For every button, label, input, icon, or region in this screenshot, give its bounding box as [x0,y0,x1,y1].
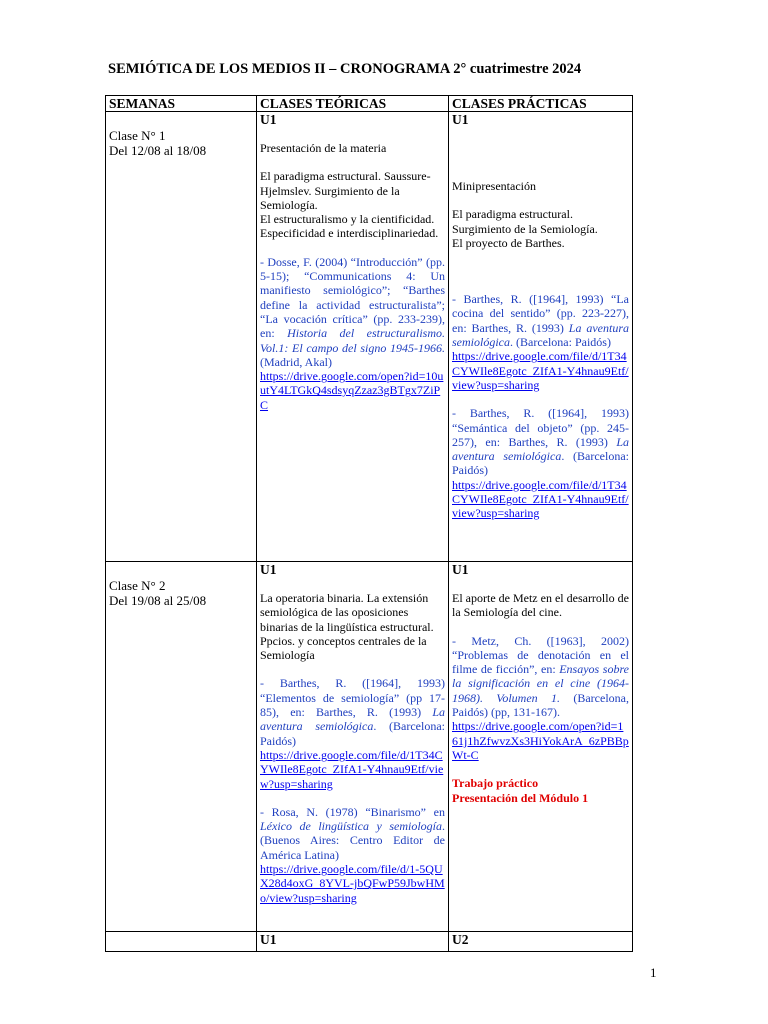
theory-topic: La operatoria binaria. La extensión semiológica de las oposiciones binarias de la lingüística estructural. Ppcios. y conceptos centrales de la Semiología [260,591,434,663]
reference: - Barthes, R. ([1964], 1993) “La cocina del sentido” (pp. 223-227), en: Barthes, R. (1993) La aventura semiológica. (Barcelona: Paidós) [452,292,629,350]
practice-topic: Minipresentación [452,179,536,193]
reference-link[interactable]: https://drive.google.com/open?id=161j1hZfwvzXs3HiYokArA_6zPBBpWt-C [452,719,629,762]
page-number: 1 [650,965,657,980]
class-number: Clase N° 1 [109,128,166,143]
class-number: Clase N° 2 [109,578,166,593]
reference-link[interactable]: https://drive.google.com/file/d/1T34CYWIle8Egotc_ZIfA1-Y4hnau9Etf/view?usp=sharing [452,349,629,392]
week-cell [106,932,257,952]
practice-topic: El paradigma estructural. Surgimiento de la Semiología. [452,207,598,236]
unit-label: U1 [452,562,469,577]
practice-topic: El aporte de Metz en el desarrollo de la Semiología del cine. [452,591,629,620]
class-dates: Del 12/08 al 18/08 [109,143,207,158]
reference: - Dosse, F. (2004) “Introducción” (pp. 5-15); “Communications 4: Un manifiesto semiológico”; “Barthes define la actividad estructuralista”; “La vocación crítica” (pp. 233-239), en: Historia del estructuralismo. Vol.1: El campo del signo 1945-1966. (Madrid, Akal) [260,254,445,369]
unit-label: U2 [452,932,469,947]
practice-cell [449,562,633,932]
unit-label: U1 [260,932,277,947]
reference: - Barthes, R. ([1964], 1993) “Semántica del objeto” (pp. 245-257), en: Barthes, R. (1993) La aventura semiológica. (Barcelona: Paidós) [452,406,629,478]
week-cell [106,562,257,932]
theory-cell [257,112,449,562]
practical-work-label: Trabajo práctico [452,776,539,791]
header-practicas: CLASES PRÁCTICAS [449,96,633,112]
table-header-row [106,96,633,112]
practice-topic: El proyecto de Barthes. [452,235,565,250]
document-title: SEMIÓTICA DE LOS MEDIOS II – CRONOGRAMA 2° cuatrimestre 2024 [108,61,582,77]
theory-topic: El paradigma estructural. Saussure-Hjelmslev. Surgimiento de la Semiología. [260,169,431,212]
practice-cell [449,112,633,562]
theory-cell [257,932,449,952]
practice-cell [449,932,633,952]
table-row [106,932,633,952]
module-presentation-label: Presentación del Módulo 1 [452,790,589,805]
unit-label: U1 [260,112,277,127]
reference-link[interactable]: https://drive.google.com/open?id=10uutY4LTGkQ4sdsyqZzaz3gBTgx7ZiPC [260,369,444,412]
reference: - Metz, Ch. ([1963], 2002) “Problemas de denotación en el filme de ficción”, en: Ensayos sobre la significación en el cine (1964-1968). Volumen 1. (Barcelona, Paidós) (pp, 131-167). [452,633,630,720]
header-semanas: SEMANAS [106,96,257,112]
header-teoricas: CLASES TEÓRICAS [257,96,449,112]
unit-label: U1 [452,112,469,127]
class-dates: Del 19/08 al 25/08 [109,593,207,608]
reference-link[interactable]: https://drive.google.com/file/d/1T34CYWIle8Egotc_ZIfA1-Y4hnau9Etf/view?usp=sharing [260,747,444,791]
theory-cell [257,562,449,932]
unit-label: U1 [260,562,277,577]
week-cell [106,112,257,562]
reference-link[interactable]: https://drive.google.com/file/d/1-5QUX28d4oxG_8YVL-jbQFwP59JbwHMo/view?usp=sharing [260,862,445,905]
reference-link[interactable]: https://drive.google.com/file/d/1T34CYWIle8Egotc_ZIfA1-Y4hnau9Etf/view?usp=sharing [452,477,629,521]
reference: - Barthes, R. ([1964], 1993) “Elementos de semiología” (pp 17-85), en: Barthes, R. (1993) La aventura semiológica. (Barcelona: Paidós) [260,676,445,748]
schedule-table [105,95,633,952]
reference: - Rosa, N. (1978) “Binarismo” en Léxico de lingüística y semiología. (Buenos Aires: Centro Editor de América Latina) [260,804,445,862]
table-row [106,112,633,562]
theory-topic: Presentación de la materia [260,141,387,155]
theory-topic: El estructuralismo y la cientificidad. Especificidad e interdisciplinariedad. [260,212,439,241]
table-row [106,562,633,932]
